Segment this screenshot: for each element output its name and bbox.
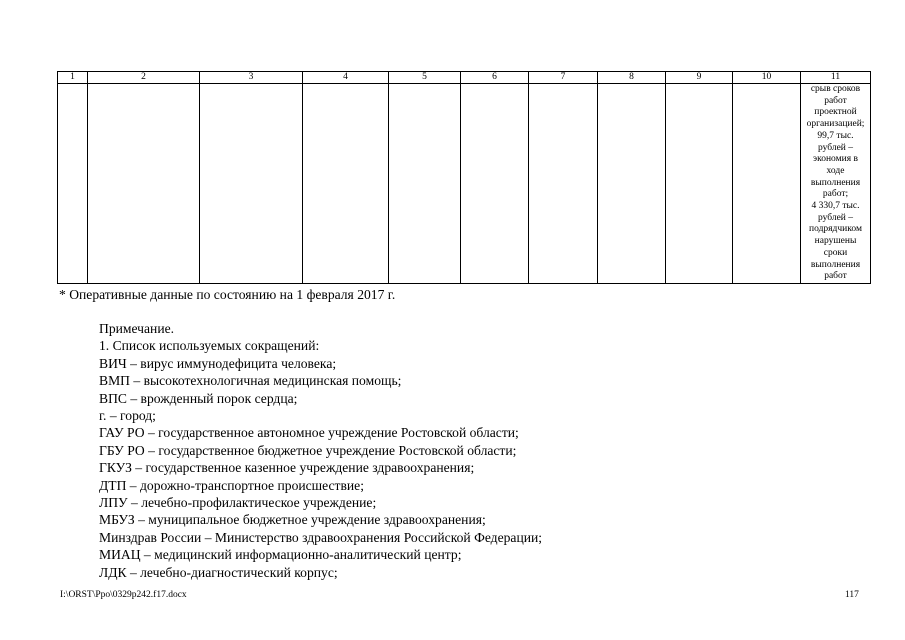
column-header: 11 [801,72,871,84]
list-item: ВМП – высокотехнологичная медицинская помощь; [99,373,402,389]
note-block [99,320,542,581]
cell-line: проектной [814,107,857,118]
list-item: Минздрав России – Министерство здравоохранения Российской Федерации; [99,529,543,545]
list-item: г. – город; [99,408,156,424]
list-item: ГБУ РО – государственное бюджетное учреждение Ростовской области; [99,442,517,458]
table-cell [88,84,200,284]
cell-line: ходе [826,165,845,176]
table-row [58,84,871,284]
table-header-row [58,72,871,84]
table-cell [666,84,733,284]
list-item: ЛДК – лечебно-диагностический корпус; [99,564,338,580]
table-cell [598,84,666,284]
cell-line: срыв сроков [810,84,861,94]
table-cell [200,84,303,284]
cell-line: выполнения [810,177,861,188]
list-item: ВИЧ – вирус иммунодефицита человека; [99,355,337,371]
table-cell [733,84,801,284]
table-cell [303,84,389,284]
column-header: 6 [461,72,529,84]
list-item: МИАЦ – медицинский информационно-аналитический центр; [99,547,462,563]
column-header: 7 [529,72,598,84]
list-item: ЛПУ – лечебно-профилактическое учреждение; [99,495,377,511]
list-item: ДТП – дорожно-транспортное происшествие; [99,477,364,493]
cell-line: нарушены [814,236,857,247]
cell-line: выполнения [810,259,861,270]
page-number: 117 [845,590,859,600]
list-item: ВПС – врожденный порок сердца; [99,390,298,406]
list-item: ГКУЗ – государственное казенное учреждение здравоохранения; [99,460,475,476]
cell-line: экономия в [813,154,858,165]
cell-line: рублей – [817,212,853,223]
column-header: 4 [303,72,389,84]
cell-line: 4 330,7 тыс. [811,201,860,212]
footnote: * Оперативные данные по состоянию на 1 февраля 2017 г. [59,287,396,302]
list-item: ГАУ РО – государственное автономное учреждение Ростовской области; [99,425,519,441]
table-cell-column-11 [801,84,871,284]
cell-line: работ; [822,189,849,200]
cell-line: рублей – [817,142,853,153]
cell-line: организацией; [806,119,865,130]
cell-line: сроки [823,247,848,258]
table-cell [58,84,88,284]
table-cell [461,84,529,284]
column-header: 10 [733,72,801,84]
column-header: 3 [200,72,303,84]
column-header: 9 [666,72,733,84]
list-heading: 1. Список используемых сокращений: [99,338,320,354]
cell-line: 99,7 тыс. [817,130,854,141]
column-header: 8 [598,72,666,84]
table-cell [389,84,461,284]
column-header: 2 [88,72,200,84]
cell-line: работ [824,271,847,282]
data-table [57,71,871,284]
column-header: 5 [389,72,461,84]
column-header: 1 [58,72,88,84]
table-cell [529,84,598,284]
list-item: МБУЗ – муниципальное бюджетное учреждение здравоохранения; [99,512,486,528]
cell-line: работ [824,95,847,106]
footer-file-path: I:\ORST\Ppo\0329p242.f17.docx [60,590,187,600]
note-title: Примечание. [99,321,175,336]
cell-line: подрядчиком [809,224,862,235]
